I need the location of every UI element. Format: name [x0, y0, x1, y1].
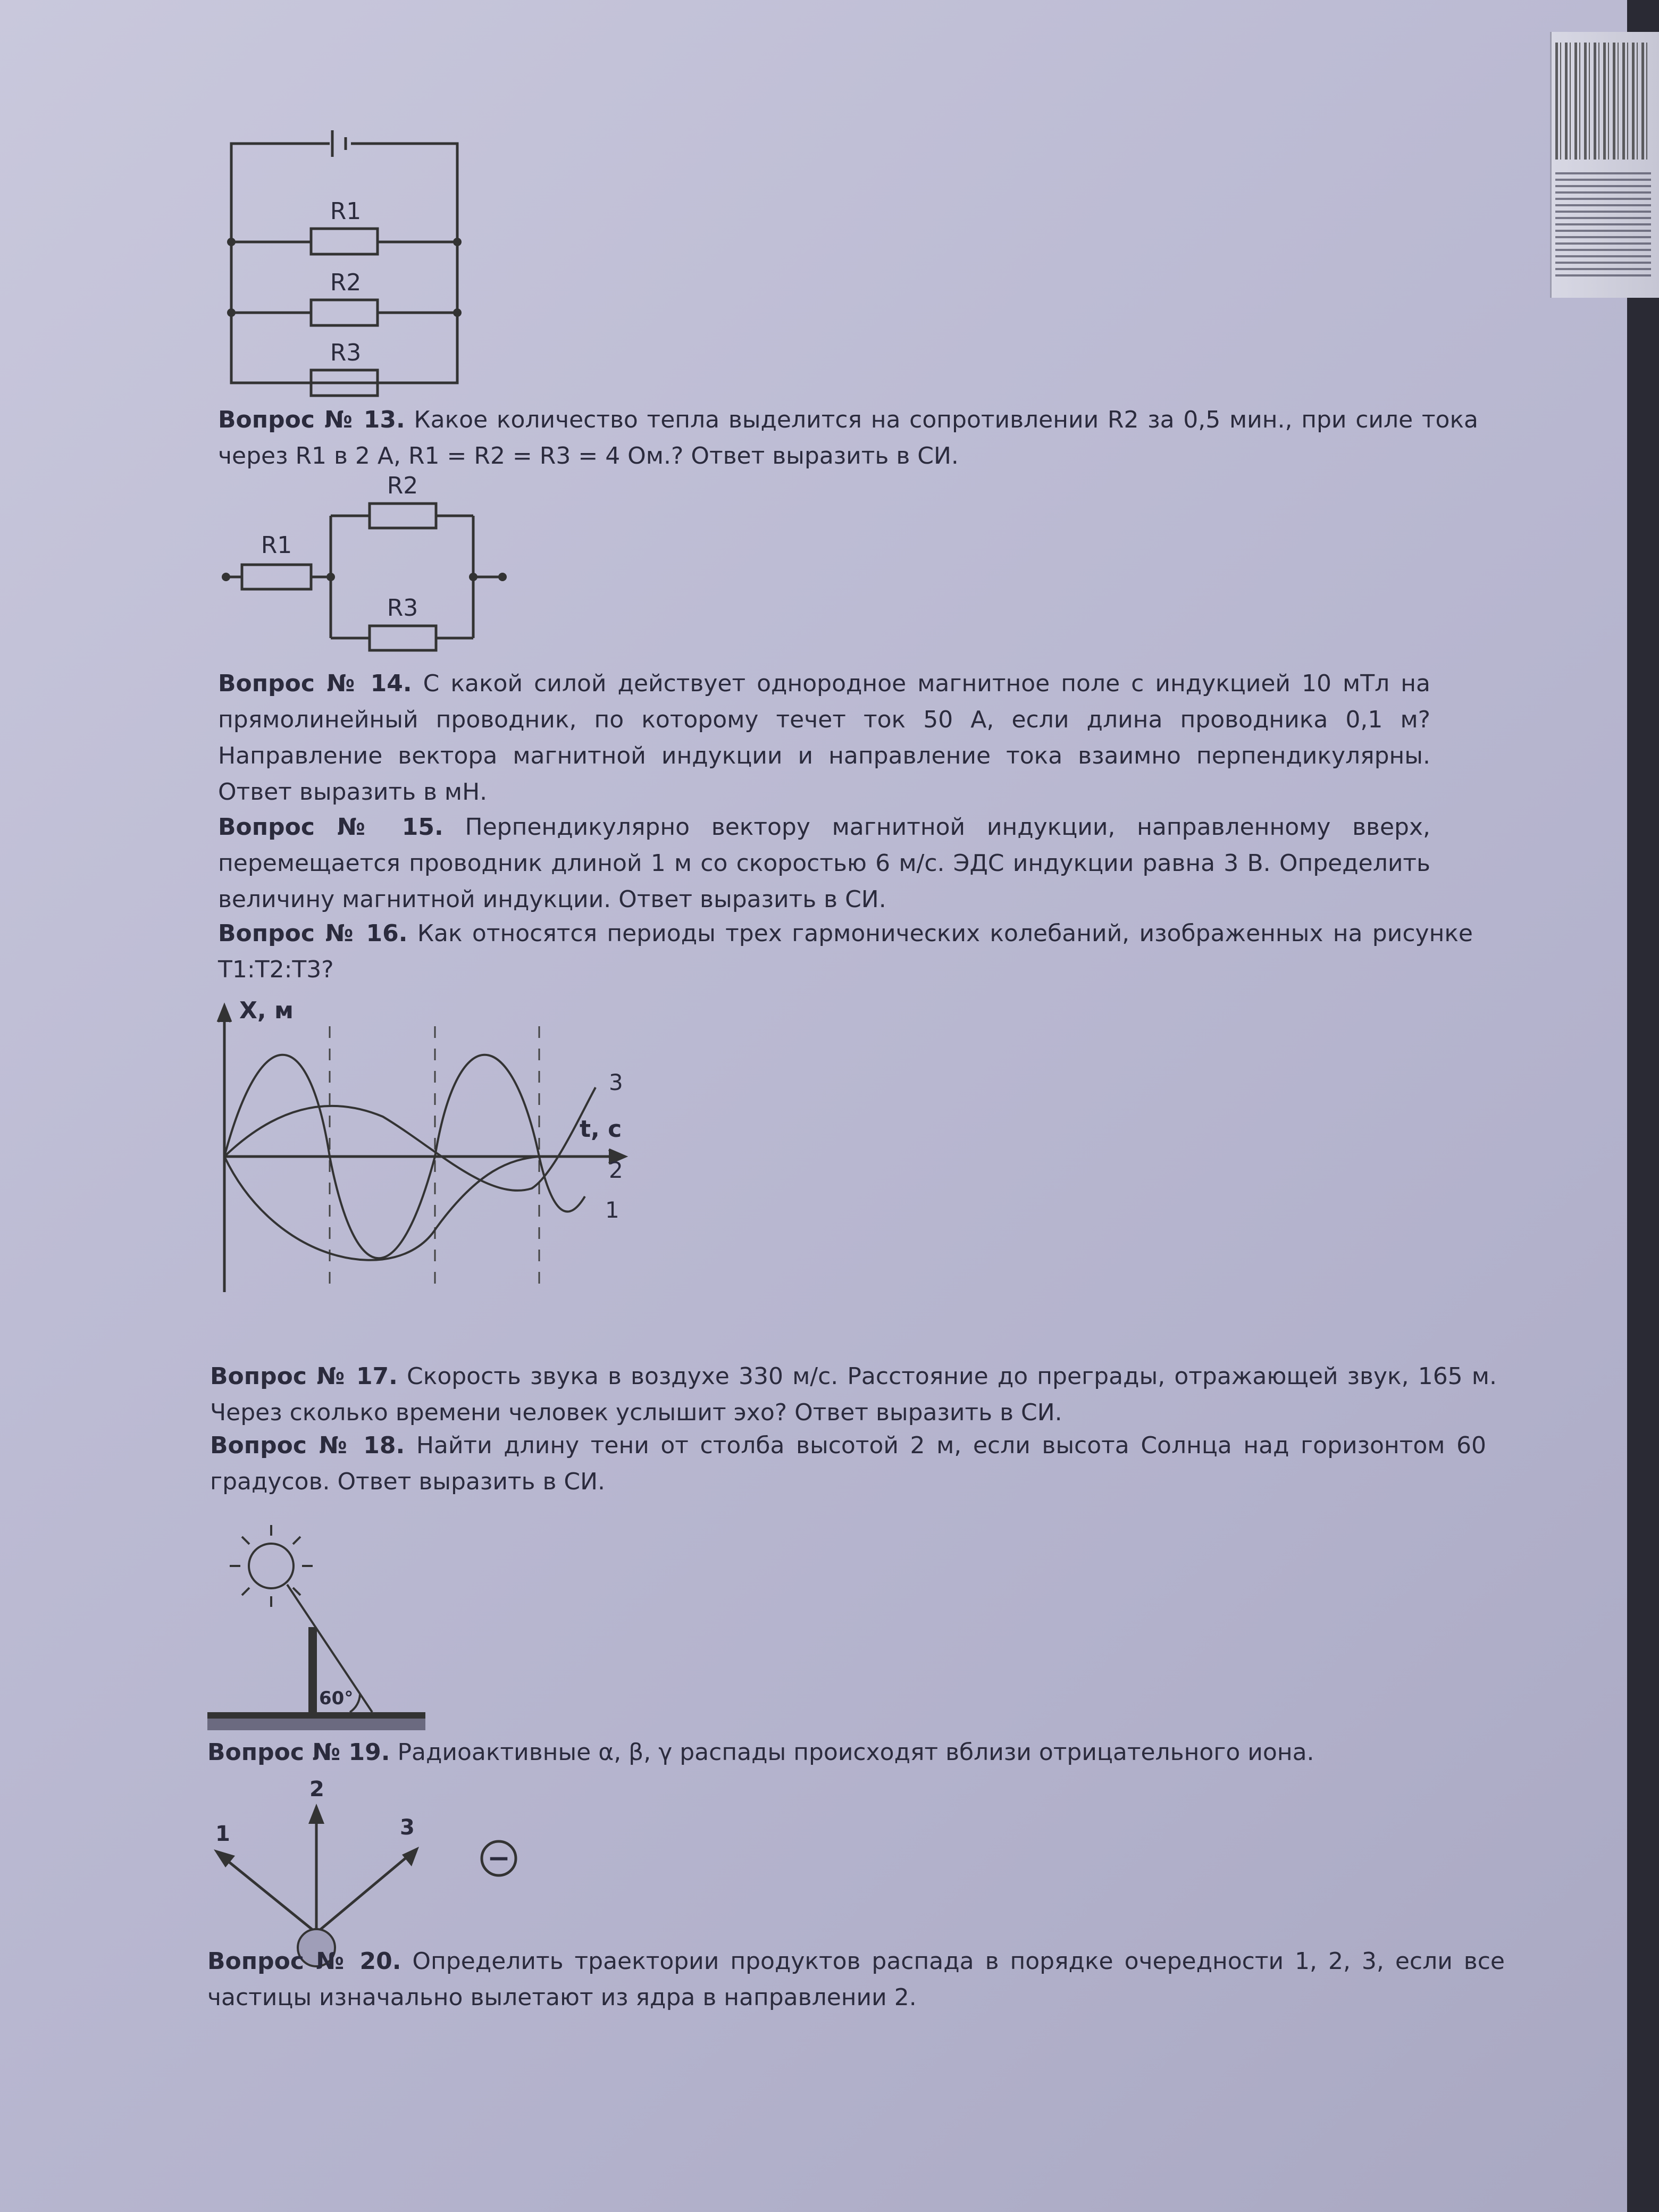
question-16-text: Как относятся периоды трех гармонических колебаний, изображенных на рисунке Т1:Т2:Т3?	[218, 920, 1473, 983]
circuit-mixed-figure	[213, 473, 521, 665]
question-20-text: Определить траектории продуктов распада в порядке очередности 1, 2, 3, если все частицы изначально вылетают из ядра в направлении 2.	[207, 1948, 1505, 2011]
circuit-parallel-figure	[213, 117, 479, 393]
arrow-label-2: 2	[309, 1777, 324, 1802]
graph-curve-label-2: 2	[609, 1157, 623, 1183]
curve-2	[224, 1157, 539, 1260]
question-16	[218, 916, 1473, 988]
question-19-text: Радиоактивные α, β, γ распады происходят вблизи отрицательного иона.	[397, 1739, 1314, 1766]
figure1-label-r1: R1	[330, 198, 362, 225]
question-20-label: Вопрос № 20.	[207, 1948, 401, 1975]
question-20	[207, 1943, 1505, 2016]
question-15-text: Перпендикулярно вектору магнитной индукции, направленному вверх, перемещается проводник длиной 1 м со скоростью 6 м/с. ЭДС индукции равна 3 В. Определить величину магнитной индукции. Ответ выразить в СИ.	[218, 814, 1430, 913]
graph-x-label: t, c	[580, 1116, 622, 1143]
sticker-fine-print	[1555, 170, 1651, 276]
figure2-label-r1: R1	[261, 532, 292, 559]
question-18	[210, 1428, 1486, 1500]
graph-curve-label-1: 1	[605, 1197, 619, 1223]
sun-icon	[249, 1544, 294, 1588]
arrow-label-1: 1	[215, 1822, 230, 1846]
figure2-label-r2: R2	[387, 472, 418, 499]
arrow-2-head	[308, 1804, 324, 1824]
barcode	[1555, 43, 1651, 160]
question-18-label: Вопрос № 18.	[210, 1432, 405, 1459]
figure1-label-r2: R2	[330, 269, 362, 296]
question-19	[207, 1735, 1484, 1771]
question-16-label: Вопрос № 16.	[218, 920, 408, 947]
oscillation-graph	[213, 994, 649, 1303]
negative-ion-symbol: −	[487, 1842, 510, 1874]
pole	[308, 1627, 317, 1712]
question-15	[218, 809, 1430, 918]
question-13-label: Вопрос № 13.	[218, 406, 405, 433]
question-14-label: Вопрос № 14.	[218, 670, 412, 697]
question-13	[218, 402, 1478, 474]
question-17-label: Вопрос № 17.	[210, 1363, 398, 1390]
question-18-text: Найти длину тени от столба высотой 2 м, если высота Солнца над горизонтом 60 градусов. Ответ выразить в СИ.	[210, 1432, 1486, 1495]
question-14-text: С какой силой действует однородное магнитное поле с индукцией 10 мТл на прямолинейный проводник, по которому течет ток 50 А, если длина проводника 0,1 м? Направление вектора магнитной индукции и направление тока взаимно перпендикулярны. Ответ выразить в мН.	[218, 670, 1430, 806]
question-13-text: Какое количество тепла выделится на сопротивлении R2 за 0,5 мин., при силе тока через R1 в 2 А, R1 = R2 = R3 = 4 Ом.? Ответ выразить в СИ.	[218, 406, 1478, 470]
figure1-label-r3: R3	[330, 339, 362, 366]
angle-label: 60°	[319, 1688, 354, 1709]
arrow-3-head	[402, 1847, 419, 1866]
figure2-label-r3: R3	[387, 594, 418, 622]
question-14	[218, 666, 1430, 810]
arrow-label-3: 3	[400, 1815, 415, 1840]
question-15-label: Вопрос № 15.	[218, 814, 443, 841]
sun-pole-figure	[207, 1521, 431, 1739]
graph-curve-label-3: 3	[609, 1069, 623, 1095]
graph-y-label: X, м	[239, 997, 294, 1024]
question-17	[210, 1359, 1497, 1431]
question-17-text: Скорость звука в воздухе 330 м/с. Расстояние до преграды, отражающей звук, 165 м. Через сколько времени человек услышит эхо? Ответ выразить в СИ.	[210, 1363, 1497, 1426]
question-19-label: Вопрос № 19.	[207, 1739, 390, 1766]
